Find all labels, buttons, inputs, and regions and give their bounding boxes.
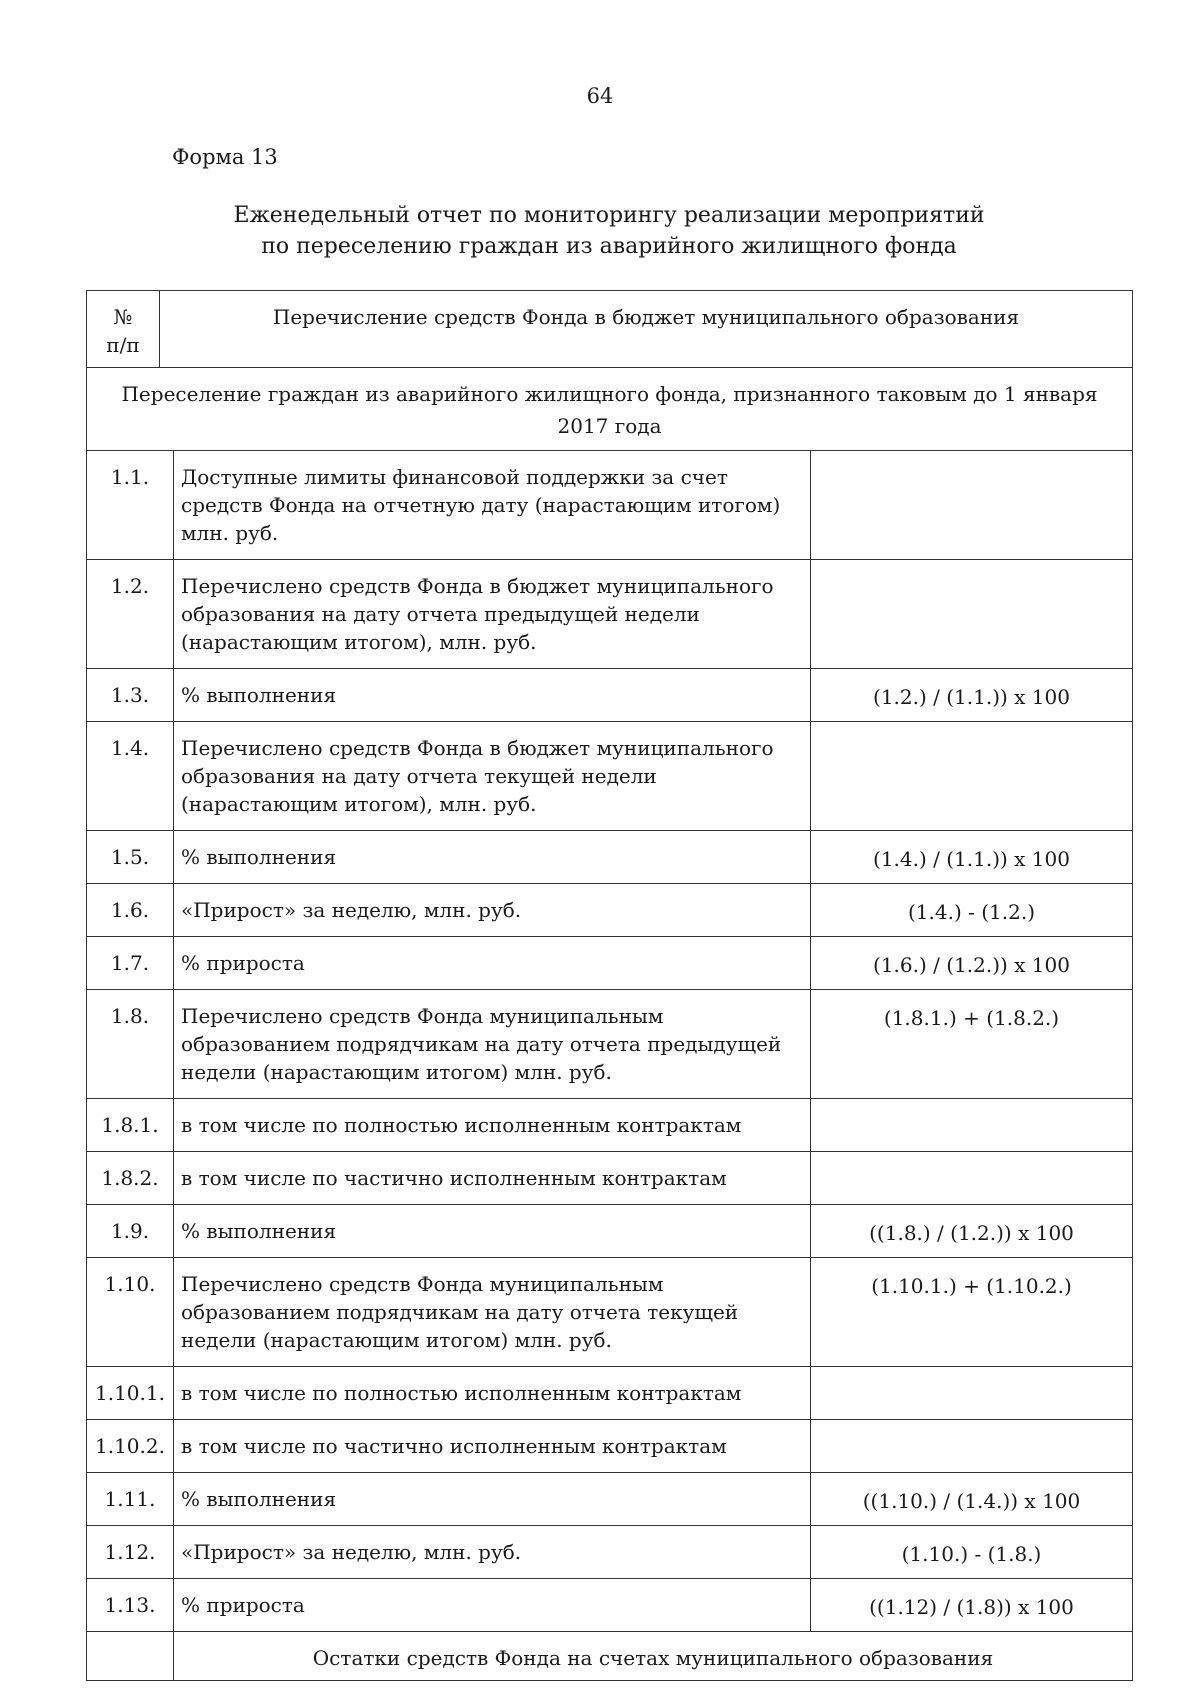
row-number: 1.9. bbox=[87, 1205, 174, 1258]
table-row bbox=[87, 1205, 1133, 1258]
row-description: в том числе по частично исполненным контрактам bbox=[174, 1152, 811, 1205]
row-formula: ((1.8.) / (1.2.)) x 100 bbox=[811, 1205, 1133, 1258]
row-number: 1.10.2. bbox=[87, 1420, 174, 1473]
row-formula bbox=[811, 1152, 1133, 1205]
row-formula: (1.10.1.) + (1.10.2.) bbox=[811, 1258, 1133, 1367]
table-row bbox=[87, 990, 1133, 1099]
table-row bbox=[87, 451, 1133, 560]
table-row bbox=[87, 1099, 1133, 1152]
row-number: 1.6. bbox=[87, 884, 174, 937]
row-formula bbox=[811, 722, 1133, 831]
row-formula bbox=[811, 560, 1133, 669]
row-number: 1.8.1. bbox=[87, 1099, 174, 1152]
row-formula: (1.4.) / (1.1.)) x 100 bbox=[811, 831, 1133, 884]
form-label: Форма 13 bbox=[172, 145, 278, 169]
row-description: % прироста bbox=[174, 1579, 811, 1632]
row-description: Перечислено средств Фонда муниципальным образованием подрядчикам на дату отчета предыдущей недели (нарастающим итогом) млн. руб. bbox=[174, 990, 811, 1099]
page-number: 64 bbox=[586, 84, 614, 108]
row-number: 1.11. bbox=[87, 1473, 174, 1526]
row-number: 1.5. bbox=[87, 831, 174, 884]
row-description: Перечислено средств Фонда муниципальным образованием подрядчикам на дату отчета текущей недели (нарастающим итогом) млн. руб. bbox=[174, 1258, 811, 1367]
row-formula: (1.6.) / (1.2.)) x 100 bbox=[811, 937, 1133, 990]
row-number: 1.4. bbox=[87, 722, 174, 831]
row-description: % прироста bbox=[174, 937, 811, 990]
row-number: 1.7. bbox=[87, 937, 174, 990]
row-number: 1.10. bbox=[87, 1258, 174, 1367]
table-row bbox=[87, 1526, 1133, 1579]
row-formula: (1.2.) / (1.1.)) x 100 bbox=[811, 669, 1133, 722]
table-row bbox=[87, 937, 1133, 990]
row-description: % выполнения bbox=[174, 669, 811, 722]
section-row bbox=[87, 368, 1133, 451]
header-title-cell: Перечисление средств Фонда в бюджет муниципального образования bbox=[160, 291, 1133, 368]
table-row bbox=[87, 1367, 1133, 1420]
header-number-cell bbox=[87, 291, 160, 368]
table-row bbox=[87, 722, 1133, 831]
row-number: 1.8. bbox=[87, 990, 174, 1099]
row-description: в том числе по полностью исполненным контрактам bbox=[174, 1367, 811, 1420]
row-formula bbox=[811, 1099, 1133, 1152]
row-description: «Прирост» за неделю, млн. руб. bbox=[174, 1526, 811, 1579]
table-row bbox=[87, 1258, 1133, 1367]
row-number: 1.2. bbox=[87, 560, 174, 669]
row-formula bbox=[811, 1367, 1133, 1420]
report-table bbox=[86, 290, 1133, 1681]
row-number: 1.8.2. bbox=[87, 1152, 174, 1205]
document-title-line-2: по переселению граждан из аварийного жилищного фонда bbox=[261, 234, 957, 259]
row-number: 1.12. bbox=[87, 1526, 174, 1579]
row-formula: ((1.10.) / (1.4.)) x 100 bbox=[811, 1473, 1133, 1526]
header-number-symbol: № bbox=[113, 305, 133, 329]
row-description: Доступные лимиты финансовой поддержки за счет средств Фонда на отчетную дату (нарастающим итогом) млн. руб. bbox=[174, 451, 811, 560]
row-description: Перечислено средств Фонда в бюджет муниципального образования на дату отчета текущей недели (нарастающим итогом), млн. руб. bbox=[174, 722, 811, 831]
row-description: в том числе по полностью исполненным контрактам bbox=[174, 1099, 811, 1152]
table-header-row bbox=[87, 291, 1133, 368]
document-title bbox=[86, 200, 1132, 262]
table-row bbox=[87, 1579, 1133, 1632]
row-number: 1.1. bbox=[87, 451, 174, 560]
row-description: Перечислено средств Фонда в бюджет муниципального образования на дату отчета предыдущей недели (нарастающим итогом), млн. руб. bbox=[174, 560, 811, 669]
footer-number-cell bbox=[87, 1632, 174, 1681]
row-number: 1.10.1. bbox=[87, 1367, 174, 1420]
row-formula: (1.8.1.) + (1.8.2.) bbox=[811, 990, 1133, 1099]
row-formula: (1.10.) - (1.8.) bbox=[811, 1526, 1133, 1579]
table-row bbox=[87, 669, 1133, 722]
table-row bbox=[87, 560, 1133, 669]
document-title-line-1: Еженедельный отчет по мониторингу реализации мероприятий bbox=[233, 203, 985, 228]
table-row bbox=[87, 1420, 1133, 1473]
row-description: % выполнения bbox=[174, 1473, 811, 1526]
footer-title: Остатки средств Фонда на счетах муниципального образования bbox=[174, 1632, 1133, 1681]
row-number: 1.13. bbox=[87, 1579, 174, 1632]
row-formula bbox=[811, 1420, 1133, 1473]
row-formula: (1.4.) - (1.2.) bbox=[811, 884, 1133, 937]
row-description: в том числе по частично исполненным контрактам bbox=[174, 1420, 811, 1473]
row-formula bbox=[811, 451, 1133, 560]
row-formula: ((1.12) / (1.8)) x 100 bbox=[811, 1579, 1133, 1632]
header-number-abbrev: п/п bbox=[106, 333, 140, 357]
row-description: «Прирост» за неделю, млн. руб. bbox=[174, 884, 811, 937]
row-number: 1.3. bbox=[87, 669, 174, 722]
row-description: % выполнения bbox=[174, 831, 811, 884]
table-row bbox=[87, 884, 1133, 937]
table-row bbox=[87, 831, 1133, 884]
table-row bbox=[87, 1152, 1133, 1205]
section-title: Переселение граждан из аварийного жилищного фонда, признанного таковым до 1 января 2017 года bbox=[87, 368, 1133, 451]
row-description: % выполнения bbox=[174, 1205, 811, 1258]
footer-row bbox=[87, 1632, 1133, 1681]
table-row bbox=[87, 1473, 1133, 1526]
